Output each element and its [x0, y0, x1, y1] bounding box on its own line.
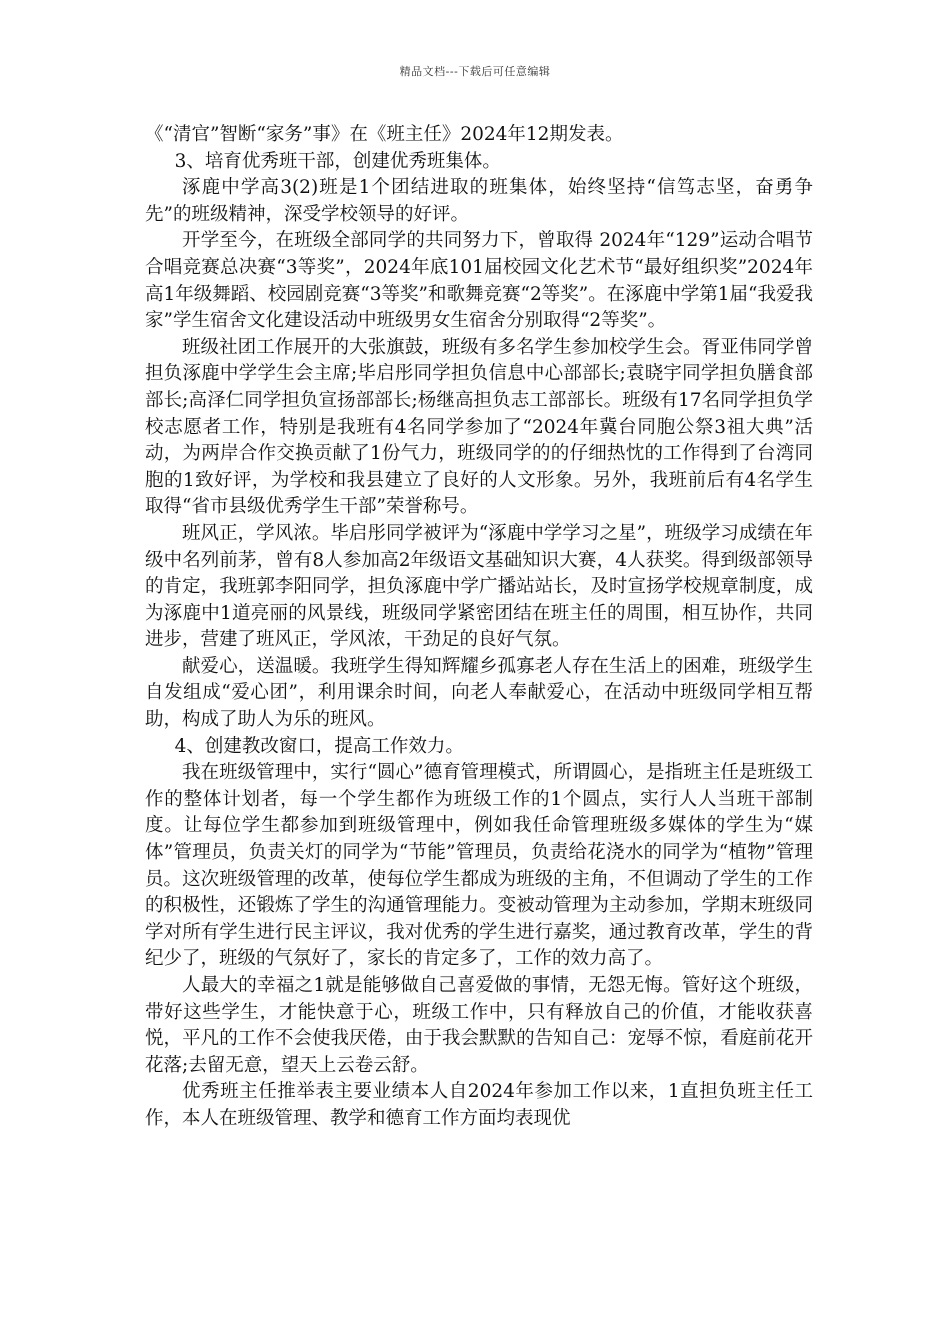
- paragraph-5: 班级社团工作展开的大张旗鼓，班级有多名学生参加校学生会。胥亚伟同学曾担负涿鹿中学学生会主席;毕启彤同学担负信息中心部部长;袁晓宇同学担负膳食部部长;高泽仁同学担负宣扬部部长;杨继高担负志工部部长。班级有17名同学担负学校志愿者工作，特别是我班有4名同学参加了“2024年冀台同胞公祭3祖大典”活动，为两岸合作交换贡献了1份气力，班级同学的的仔细热忱的工作得到了台湾同胞的1致好评，为学校和我县建立了良好的人文形象。另外，我班前后有4名学生取得“省市县级优秀学生干部”荣誉称号。: [145, 336, 813, 518]
- paragraph-6: 班风正，学风浓。毕启彤同学被评为“涿鹿中学学习之星”，班级学习成绩在年级中名列前茅，曾有8人参加高2年级语文基础知识大赛，4人获奖。得到级部领导的肯定，我班郭李阳同学，担负涿鹿中学广播站站长，及时宣扬学校规章制度，成为涿鹿中1道亮丽的风景线，班级同学紧密团结在班主任的周围，相互协作，共同进步，营建了班风正，学风浓，干劲足的良好气氛。: [145, 522, 813, 651]
- page-header: 精品文档---下载后可任意编辑: [399, 65, 551, 78]
- paragraph-4: 开学至今，在班级全部同学的共同努力下，曾取得 2024年“129”运动合唱节合唱竞赛总决赛“3等奖”，2024年底101届校园文化艺术节“最好组织奖”2024年高1年级舞蹈、校园剧竞赛“3等奖”和歌舞竞赛“2等奖”。在涿鹿中学第1届“我爱我家”学生宿舍文化建设活动中班级男女生宿舍分别取得“2等奖”。: [145, 230, 813, 332]
- paragraph-7: 献爱心，送温暖。我班学生得知辉耀乡孤寡老人存在生活上的困难，班级学生自发组成“爱心团”，利用课余时间，向老人奉献爱心，在活动中班级同学相互帮助，构成了助人为乐的班风。: [145, 655, 813, 731]
- paragraph-2: 3、培育优秀班干部，创建优秀班集体。: [174, 150, 501, 172]
- paragraph-8: 4、创建教改窗口，提高工作效力。: [174, 735, 464, 757]
- paragraph-10: 人最大的幸福之1就是能够做自己喜爱做的事情，无怨无悔。管好这个班级，带好这些学生，才能快意于心，班级工作中，只有释放自己的价值，才能收获喜悦，平凡的工作不会使我厌倦，由于我会默默的告知自己：宠辱不惊，看庭前花开花落;去留无意，望天上云卷云舒。: [145, 975, 813, 1076]
- paragraph-11: 优秀班主任推举表主要业绩本人自2024年参加工作以来，1直担负班主任工作，本人在班级管理、教学和德育工作方面均表现优: [145, 1081, 813, 1129]
- paragraph-3: 涿鹿中学高3(2)班是1个团结进取的班集体，始终坚持“信笃志坚，奋勇争先”的班级精神，深受学校领导的好评。: [145, 177, 813, 225]
- document-body: [145, 122, 813, 1133]
- paragraph-9: 我在班级管理中，实行“圆心”德育管理模式，所谓圆心，是指班主任是班级工作的整体计划者，每一个学生都作为班级工作的1个圆点，实行人人当班干部制度。让每位学生都参加到班级管理中，例如我任命管理班级多媒体的学生为“媒体”管理员，负责关灯的同学为“节能”管理员，负责给花浇水的同学为“植物”管理员。这次班级管理的改革，使每位学生都成为班级的主角，不但调动了学生的工作的积极性，还锻炼了学生的沟通管理能力。变被动管理为主动参加，学期末班级同学对所有学生进行民主评议，我对优秀的学生进行嘉奖，通过教育改革，学生的背纪少了，班级的气氛好了，家长的肯定多了，工作的效力高了。: [145, 762, 813, 970]
- paragraph-1: 《“清官”智断“家务”事》在《班主任》2024年12期发表。: [145, 124, 624, 145]
